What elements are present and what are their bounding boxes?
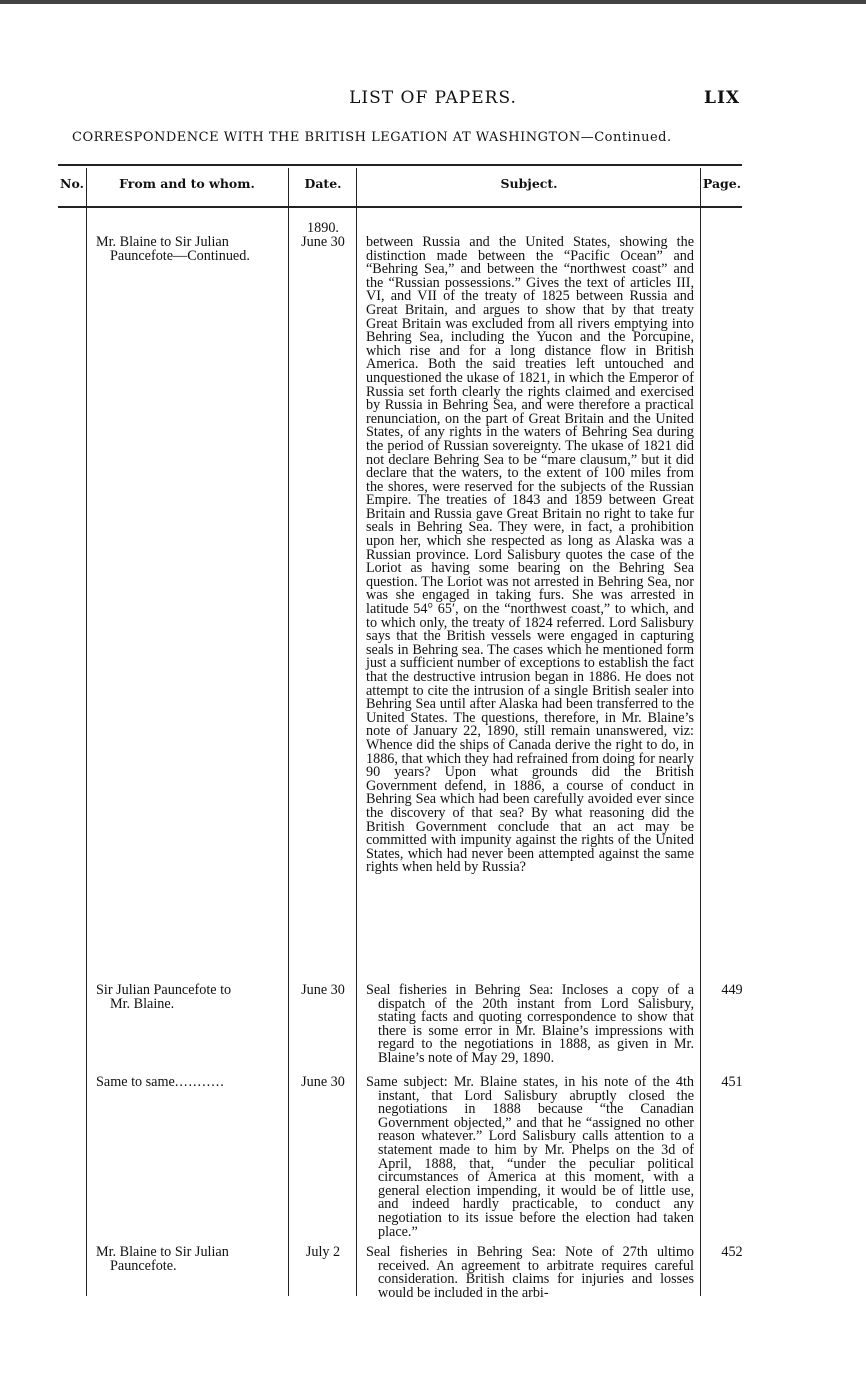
column-divider-date — [356, 168, 357, 1296]
column-header-date: Date. — [304, 176, 342, 191]
column-header-from: From and to whom. — [119, 176, 255, 191]
entry-subject — [366, 984, 694, 1066]
entry-date: June 30 — [301, 234, 345, 250]
section-subtitle: CORRESPONDENCE WITH THE BRITISH LEGATION AT WASHINGTON—Continued. — [72, 130, 672, 145]
entry-from-line2: Pauncefote. — [110, 1257, 177, 1274]
entry-subject-text: Seal fisheries in Behring Sea: Incloses a copy of a dispatch of the 20th instant from Lord Salisbury, stating facts and quoting correspondence to show that there is some error in Mr. Blaine’s impressions with regard to the negotiations in 1888, as given in Mr. Blaine’s note of May 29, 1890. — [366, 982, 694, 1066]
entry-page: 451 — [721, 1074, 743, 1090]
top-edge-rule — [0, 0, 866, 4]
entry-date: July 2 — [305, 1244, 341, 1260]
entry-subject-text: Same subject: Mr. Blaine states, in his note of the 4th instant, that Lord Salisbury abruptly closed the negotiations in 1888 because “the Canadian Government objected,” and that he “assigned no other reason whatever.” Lord Salisbury calls attention to a statement made to him by Mr. Phelps on the 3d of April, 1888, that, “under the peculiar political circumstances of America at this moment, with a general election impending, it would be of little use, and indeed hardly practicable, to conduct any negotiation to its issue before the election had taken place.” — [366, 1074, 694, 1240]
entry-subject — [366, 236, 694, 875]
column-header-no: No. — [60, 176, 84, 191]
column-divider-subject — [700, 168, 701, 1296]
entry-page: 452 — [721, 1244, 743, 1260]
entry-subject-text: Seal fisheries in Behring Sea: Note of 27th ultimo received. An agreement to arbitrate requires careful consideration. British claims for injuries and losses would be included in the arbi- — [366, 1244, 694, 1301]
entry-from — [96, 1076, 286, 1090]
entry-subject — [366, 1076, 694, 1239]
entry-page: 449 — [721, 982, 743, 998]
entry-from-line1: Same to same — [96, 1074, 175, 1090]
entry-from-line1: Sir Julian Pauncefote to — [96, 982, 232, 998]
entry-date: June 30 — [301, 982, 345, 998]
entry-date-year: 1890. — [307, 220, 339, 236]
entry-from — [96, 984, 286, 1011]
table-top-rule — [58, 164, 742, 166]
header-bottom-rule — [58, 206, 742, 208]
page-number: LIX — [704, 88, 741, 108]
dot-leaders: ........... — [174, 1074, 225, 1090]
entry-subject — [366, 1246, 694, 1300]
page-title: LIST OF PAPERS. — [349, 88, 517, 108]
column-header-page: Page. — [702, 176, 742, 191]
entry-from — [96, 1246, 286, 1273]
column-header-subject: Subject. — [500, 176, 558, 191]
entry-subject-text: between Russia and the United States, showing the distinction made between the “Pacific Ocean” and “Behring Sea,” and between the “northwest coast” and the “Russian possessions.” Gives the text of articles III, VI, and VII of the treaty of 1825 between Russia and Great Britain, and argues to show that by that treaty Great Britain was excluded from all rivers emptying into Behring Sea, including the Yucon and the Porcupine, which rise and for a long distance flow in British America. Both the said treaties left untouched and unquestioned the ukase of 1821, in which the Emperor of Russia set forth clearly the rights claimed and exercised by Russia in Behring Sea, and were therefore a practical renunciation, on the part of Great Britain and the United States, of any rights in the waters of Behring Sea during the period of Russian sovereignty. The ukase of 1821 did not declare Behring Sea to be “mare clausum,” but it did declare that the waters, to the extent of 100 miles from the shores, were reserved for the subjects of the Russian Empire. The treaties of 1843 and 1859 between Great Britain and Russia gave Great Britain no right to take fur seals in Behring Sea. They were, in fact, a prohibition upon her, which she respected as long as Alaska was a Russian province. Lord Salisbury quotes the case of the Loriot as having some bearing on the Behring Sea question. The Loriot was not arrested in Behring Sea, nor was she engaged in taking furs. She was arrested in latitude 54° 65′, on the “northwest coast,” to which, and to which only, the treaty of 1824 referred. Lord Salisbury says that the British vessels were engaged in capturing seals in Behring sea. The cases which he mentioned form just a sufficient number of exceptions to establish the fact that the destructive intrusion began in 1886. He does not attempt to cite the intrusion of a single British sealer into Behring Sea until after Alaska had been transferred to the United States. The questions, therefore, in Mr. Blaine’s note of January 22, 1890, still remain unanswered, viz: Whence did the ships of Canada derive the right to do, in 1886, that which they had refrained from doing for nearly 90 years? Upon what grounds did the British Government defend, in 1886, a course of conduct in Behring Sea which had been carefully avoided ever since the discovery of that sea? By what reasoning did the British Government conclude that an act may be committed with impunity against the rights of the United States, which had never been attempted against the same rights when held by Russia? — [366, 234, 694, 876]
entry-from-line2: Mr. Blaine. — [110, 995, 175, 1012]
entry-from-line1: Mr. Blaine to Sir Julian — [96, 234, 229, 250]
entry-from-line1: Mr. Blaine to Sir Julian — [96, 1244, 229, 1260]
entry-from-line2: Pauncefote—Continued. — [110, 247, 250, 264]
entry-date: June 30 — [301, 1074, 345, 1090]
column-divider-no — [86, 168, 87, 1296]
entry-from — [96, 236, 286, 263]
column-divider-from — [288, 168, 289, 1296]
